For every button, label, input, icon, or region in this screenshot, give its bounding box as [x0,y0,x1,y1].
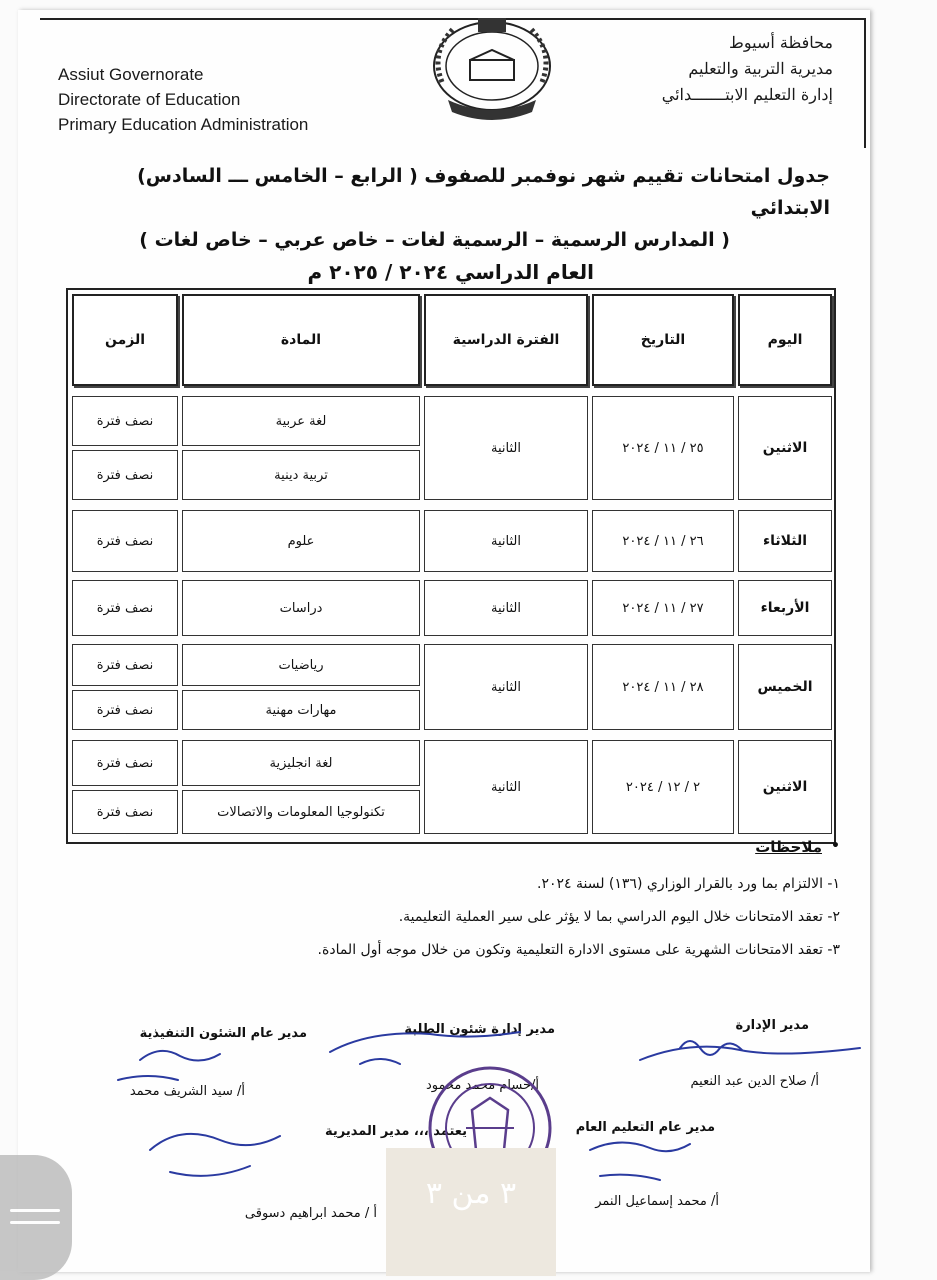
notes-title: ملاحظات • [150,838,840,856]
table-day-cell: الثلاثاء [738,510,832,572]
title-line-3: العام الدراسي ٢٠٢٤ / ٢٠٢٥ م [307,260,594,284]
table-date-cell: ٢٧ / ١١ / ٢٠٢٤ [592,580,734,636]
header-time: الزمن [72,294,178,386]
table-subject-cell: علوم [182,510,420,572]
exam-schedule-table [66,288,836,844]
table-date-cell: ٢٨ / ١١ / ٢٠٢٤ [592,644,734,730]
table-time-cell: نصف فترة [72,580,178,636]
table-time-cell: نصف فترة [72,690,178,730]
schedule-title [70,160,830,288]
signature-exec-title: مدير عام الشئون التنفيذية [139,1026,307,1041]
table-time-cell: نصف فترة [72,396,178,446]
signature-approve-name: أ / محمد ابراهيم دسوقى [244,1206,377,1221]
signature-students-name: أ/حسام محمد محمود [426,1078,539,1093]
title-line-1: جدول امتحانات تقييم شهر نوفمبر للصفوف ( الرابع – الخامس ـــ السادس) الابتدائي [137,165,830,219]
header-english [58,62,388,137]
table-subject-cell: دراسات [182,580,420,636]
header-en-line: Directorate of Education [58,90,241,109]
table-subject-cell: تربية دينية [182,450,420,500]
table-subject-cell: مهارات مهنية [182,690,420,730]
table-date-cell: ٢ / ١٢ / ٢٠٢٤ [592,740,734,834]
table-time-cell: نصف فترة [72,644,178,686]
header-ar-line: محافظة أسيوط [729,33,833,52]
note-item: ١- الالتزام بما ورد بالقرار الوزاري (١٣٦) لسنة ٢٠٢٤. [537,876,840,892]
page-indicator-text: ٣ من ٣ [425,1176,517,1211]
header-period: الفترة الدراسية [424,294,588,386]
education-logo-icon [420,12,565,124]
header-ar-line: إدارة التعليم الابتـــــــدائي [661,85,833,104]
page-indicator [386,1148,556,1276]
table-day-cell: الأربعاء [738,580,832,636]
signature-general-name: أ/ محمد إسماعيل النمر [595,1194,719,1209]
table-subject-cell: تكنولوجيا المعلومات والاتصالات [182,790,420,834]
header-en-line: Assiut Governorate [58,65,204,84]
header-en-line: Primary Education Administration [58,115,309,134]
table-time-cell: نصف فترة [72,740,178,786]
header-arabic [583,30,833,108]
table-day-cell: الخميس [738,644,832,730]
table-period-cell: الثانية [424,510,588,572]
signature-exec-name: أ/ سيد الشريف محمد [129,1084,245,1099]
signature-students-title: مدير إدارة شئون الطلبة [404,1022,555,1037]
signature-approve-title: يعتمد ،،، مدير المديرية [325,1124,467,1139]
table-time-cell: نصف فترة [72,790,178,834]
signature-general-title: مدير عام التعليم العام [575,1120,715,1135]
signature-admin-name: أ/ صلاح الدين عبد النعيم [690,1074,819,1089]
menu-button[interactable] [0,1155,72,1280]
note-item: ٣- تعقد الامتحانات الشهرية على مستوى الادارة التعليمية وتكون من خلال موجه أول المادة. [317,942,840,958]
note-item: ٢- تعقد الامتحانات خلال اليوم الدراسي بما لا يؤثر على سير العملية التعليمية. [398,909,840,925]
table-day-cell: الاثنين [738,740,832,834]
table-date-cell: ٢٥ / ١١ / ٢٠٢٤ [592,396,734,500]
table-date-cell: ٢٦ / ١١ / ٢٠٢٤ [592,510,734,572]
table-day-cell: الاثنين [738,396,832,500]
notes-section [150,838,840,967]
table-period-cell: الثانية [424,740,588,834]
table-subject-cell: رياضيات [182,644,420,686]
menu-icon [10,1209,60,1233]
table-period-cell: الثانية [424,580,588,636]
title-line-2: ( المدارس الرسمية – الرسمية لغات – خاص عربي – خاص لغات ) [139,229,730,251]
table-subject-cell: لغة عربية [182,396,420,446]
table-period-cell: الثانية [424,396,588,500]
table-time-cell: نصف فترة [72,510,178,572]
signature-admin-title: مدير الإدارة [735,1018,809,1033]
header-day: اليوم [738,294,832,386]
header-date: التاريخ [592,294,734,386]
table-subject-cell: لغة انجليزية [182,740,420,786]
table-time-cell: نصف فترة [72,450,178,500]
header-subject: المادة [182,294,420,386]
header-ar-line: مديرية التربية والتعليم [688,59,833,78]
table-period-cell: الثانية [424,644,588,730]
